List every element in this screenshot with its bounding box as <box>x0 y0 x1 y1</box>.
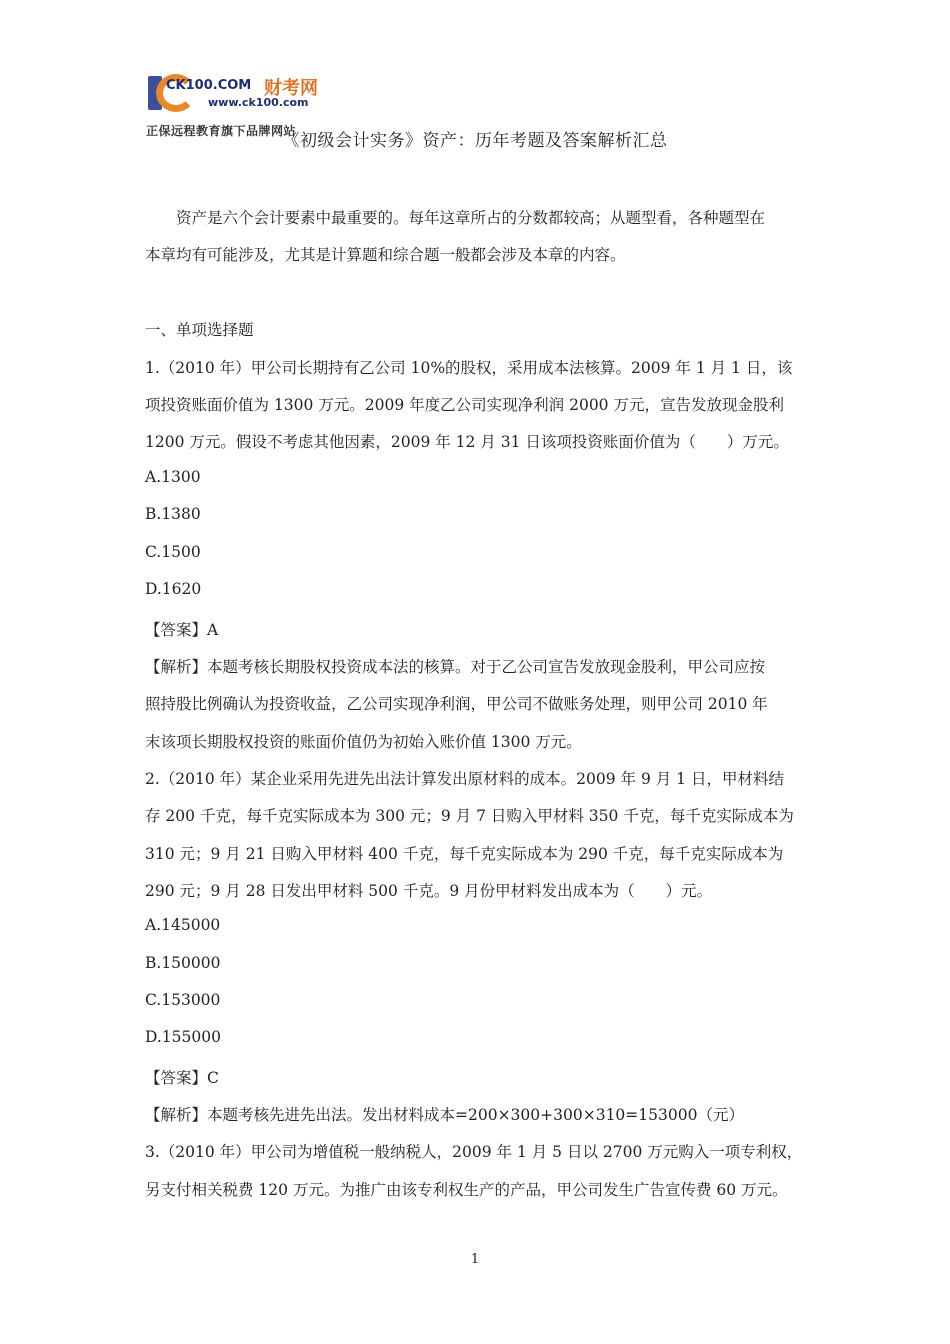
question-line: 存 200 千克，每千克实际成本为 300 元；9 月 7 日购入甲材料 350 千克，每千克实际成本为 <box>145 807 794 825</box>
question-line: 项投资账面价值为 1300 万元。2009 年度乙公司实现净利润 2000 万元，宣告发放现金股利 <box>145 396 784 414</box>
logo-brand: CK100.COM <box>166 78 252 93</box>
option-c: C.153000 <box>145 991 221 1009</box>
option-d: D.1620 <box>145 580 202 598</box>
text-line: 本章均有可能涉及，尤其是计算题和综合题一般都会涉及本章的内容。 <box>145 246 626 264</box>
option-a: A.145000 <box>145 916 221 934</box>
answer-line: 【答案】C <box>145 1069 219 1087</box>
question-line: 290 元；9 月 28 日发出甲材料 500 千克。9 月份甲材料发出成本为（ ）元。 <box>145 882 713 900</box>
option-b: B.1380 <box>145 505 201 523</box>
analysis-line: 【解析】本题考核长期股权投资成本法的核算。对于乙公司宣告发放现金股利，甲公司应按 <box>145 658 766 676</box>
logo-url: www.ck100.com <box>208 96 309 109</box>
analysis-line: 【解析】本题考核先进先出法。发出材料成本=200×300+300×310=153000（元） <box>145 1106 744 1124</box>
question-line: 3.（2010 年）甲公司为增值税一般纳税人，2009 年 1 月 5 日以 2700 万元购入一项专利权， <box>145 1143 803 1161</box>
question-line: 1200 万元。假设不考虑其他因素，2009 年 12 月 31 日该项投资账面价值为（ ）万元。 <box>145 433 789 451</box>
answer-line: 【答案】A <box>145 621 219 639</box>
option-b: B.150000 <box>145 954 221 972</box>
question-line: 310 元；9 月 21 日购入甲材料 400 千克，每千克实际成本为 290 千克，每千克实际成本为 <box>145 845 784 863</box>
question-line: 2.（2010 年）某企业采用先进先出法计算发出原材料的成本。2009 年 9 月 1 日，甲材料结 <box>145 770 784 788</box>
analysis-line: 末该项长期股权投资的账面价值仍为初始入账价值 1300 万元。 <box>145 733 582 751</box>
analysis-line: 照持股比例确认为投资收益，乙公司实现净利润，甲公司不做账务处理，则甲公司 2010 年 <box>145 695 768 713</box>
document-title: 《初级会计实务》资产：历年考题及答案解析汇总 <box>282 131 668 151</box>
question-line: 1.（2010 年）甲公司长期持有乙公司 10%的股权，采用成本法核算。2009 年 1 月 1 日，该 <box>145 359 793 377</box>
page-number: 1 <box>470 1252 480 1267</box>
question-line: 另支付相关税费 120 万元。为推广由该专利权生产的产品，甲公司发生广告宣传费 60 万元。 <box>145 1181 788 1199</box>
logo-slogan: 正保远程教育旗下品牌网站 <box>146 124 297 138</box>
section-heading: 一、单项选择题 <box>145 321 254 339</box>
text-line: 资产是六个会计要素中最重要的。每年这章所占的分数都较高；从题型看，各种题型在 <box>145 209 766 227</box>
option-d: D.155000 <box>145 1028 221 1046</box>
logo-name-cn: 财考网 <box>264 78 318 99</box>
option-c: C.1500 <box>145 543 201 561</box>
option-a: A.1300 <box>145 468 201 486</box>
